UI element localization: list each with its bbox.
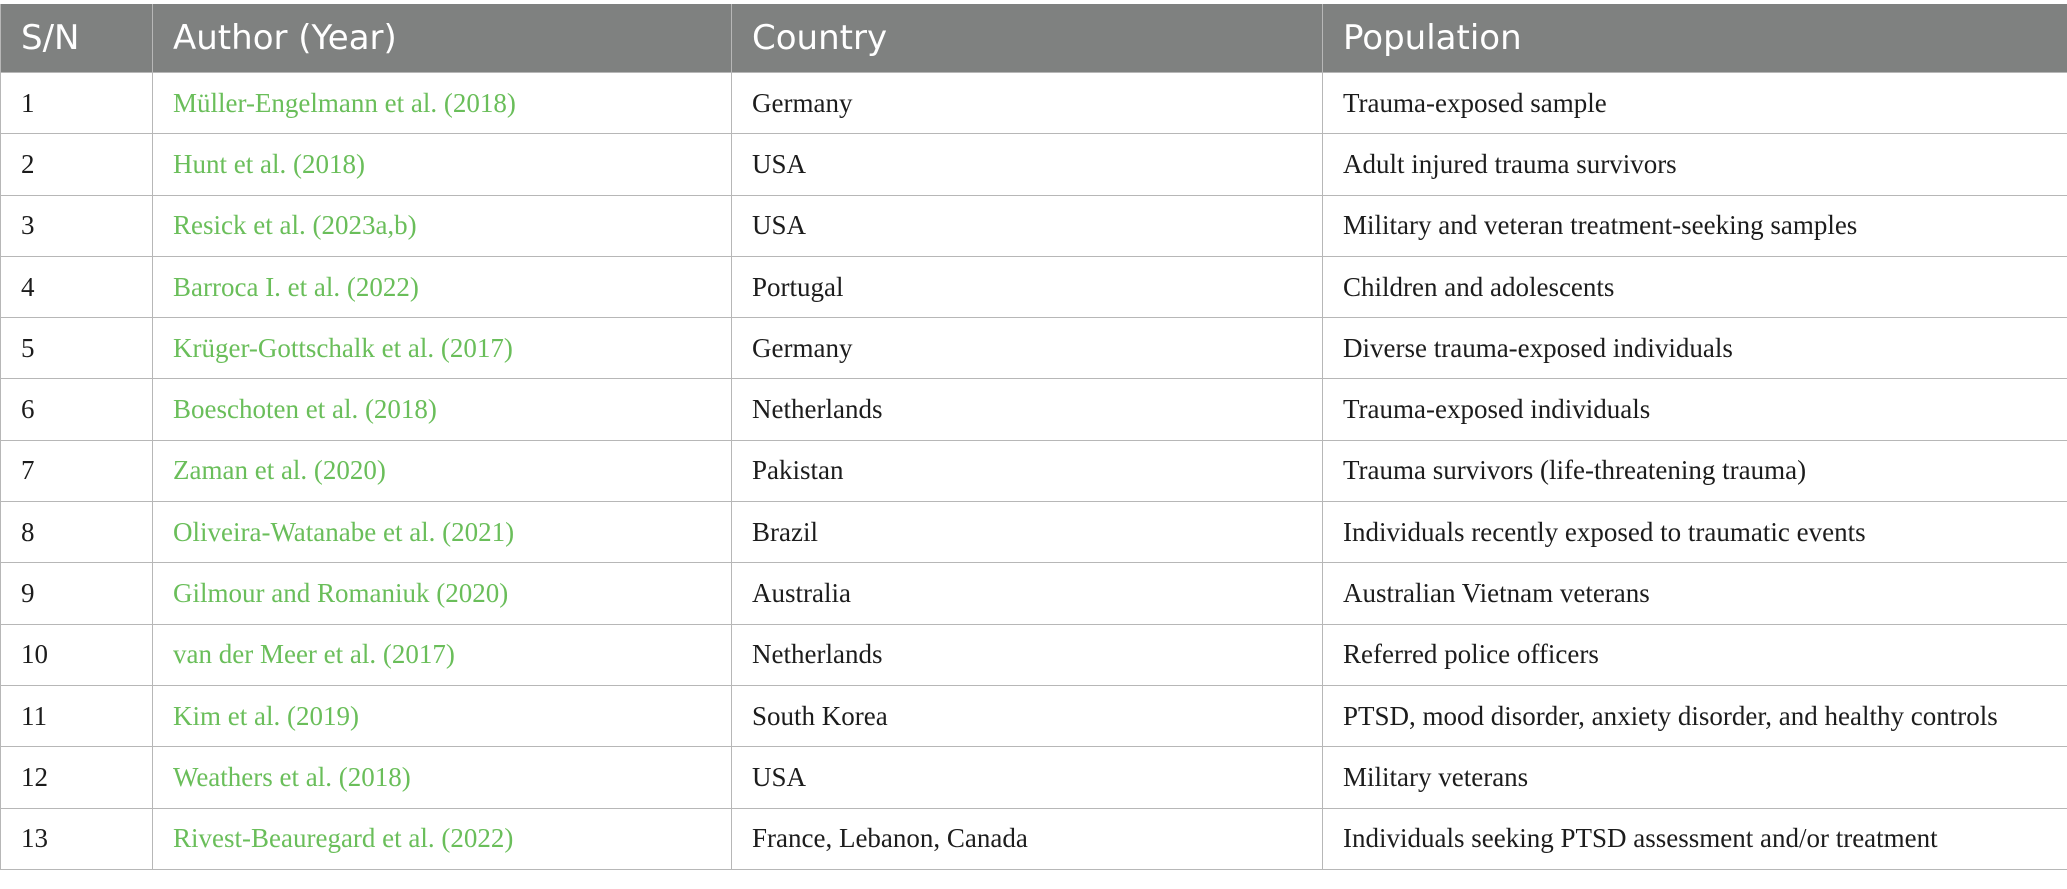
table-row xyxy=(1,685,2067,746)
author-link[interactable]: Weathers et al. (2018) xyxy=(173,761,411,792)
header-row xyxy=(1,4,2067,73)
table-row xyxy=(1,502,2067,563)
cell-country: Pakistan xyxy=(732,440,1323,501)
author-link[interactable]: Oliveira-Watanabe et al. (2021) xyxy=(173,516,515,547)
author-link[interactable]: Krüger-Gottschalk et al. (2017) xyxy=(173,332,513,363)
cell-country: USA xyxy=(732,134,1323,195)
cell-sn: 10 xyxy=(1,624,153,685)
table-body xyxy=(1,73,2067,870)
cell-population: Referred police officers xyxy=(1323,624,2067,685)
cell-sn: 2 xyxy=(1,134,153,195)
author-link[interactable]: van der Meer et al. (2017) xyxy=(173,639,455,670)
cell-sn: 1 xyxy=(1,73,153,134)
cell-population: Military veterans xyxy=(1323,747,2067,808)
author-link[interactable]: Rivest-Beauregard et al. (2022) xyxy=(173,823,514,854)
cell-population: Children and adolescents xyxy=(1323,256,2067,317)
cell-country: Brazil xyxy=(732,502,1323,563)
author-link[interactable]: Gilmour and Romaniuk (2020) xyxy=(173,578,509,609)
header-sn: S/N xyxy=(1,4,153,73)
cell-population: PTSD, mood disorder, anxiety disorder, and healthy controls xyxy=(1323,685,2067,746)
author-link[interactable]: Resick et al. (2023a,b) xyxy=(173,210,417,241)
table-row xyxy=(1,195,2067,256)
table-row xyxy=(1,256,2067,317)
cell-sn: 5 xyxy=(1,318,153,379)
table-row xyxy=(1,318,2067,379)
cell-sn: 4 xyxy=(1,256,153,317)
cell-sn: 3 xyxy=(1,195,153,256)
cell-country: USA xyxy=(732,195,1323,256)
cell-sn: 6 xyxy=(1,379,153,440)
header-author-year: Author (Year) xyxy=(153,4,732,73)
cell-population: Individuals recently exposed to traumatic events xyxy=(1323,502,2067,563)
cell-country: South Korea xyxy=(732,685,1323,746)
cell-population: Trauma-exposed sample xyxy=(1323,73,2067,134)
author-link[interactable]: Hunt et al. (2018) xyxy=(173,148,365,179)
header-population: Population xyxy=(1323,4,2067,73)
cell-country: France, Lebanon, Canada xyxy=(732,808,1323,869)
table-row xyxy=(1,134,2067,195)
cell-population: Trauma survivors (life-threatening trauma) xyxy=(1323,440,2067,501)
cell-sn: 9 xyxy=(1,563,153,624)
cell-sn: 11 xyxy=(1,685,153,746)
author-link[interactable]: Kim et al. (2019) xyxy=(173,700,359,731)
table-row xyxy=(1,747,2067,808)
cell-population: Adult injured trauma survivors xyxy=(1323,134,2067,195)
cell-sn: 13 xyxy=(1,808,153,869)
cell-population: Australian Vietnam veterans xyxy=(1323,563,2067,624)
author-link[interactable]: Barroca I. et al. (2022) xyxy=(173,271,419,302)
cell-sn: 8 xyxy=(1,502,153,563)
table-row xyxy=(1,808,2067,869)
cell-country: Germany xyxy=(732,73,1323,134)
cell-population: Military and veteran treatment-seeking samples xyxy=(1323,195,2067,256)
cell-sn: 12 xyxy=(1,747,153,808)
table-row xyxy=(1,379,2067,440)
cell-population: Individuals seeking PTSD assessment and/or treatment xyxy=(1323,808,2067,869)
cell-country: Netherlands xyxy=(732,624,1323,685)
table-row xyxy=(1,73,2067,134)
author-link[interactable]: Boeschoten et al. (2018) xyxy=(173,394,437,425)
cell-sn: 7 xyxy=(1,440,153,501)
cell-population: Trauma-exposed individuals xyxy=(1323,379,2067,440)
cell-country: USA xyxy=(732,747,1323,808)
cell-country: Portugal xyxy=(732,256,1323,317)
cell-country: Australia xyxy=(732,563,1323,624)
header-country: Country xyxy=(732,4,1323,73)
studies-table xyxy=(0,4,2067,870)
cell-country: Germany xyxy=(732,318,1323,379)
table-row xyxy=(1,440,2067,501)
table-header xyxy=(1,4,2067,73)
cell-country: Netherlands xyxy=(732,379,1323,440)
cell-population: Diverse trauma-exposed individuals xyxy=(1323,318,2067,379)
author-link[interactable]: Zaman et al. (2020) xyxy=(173,455,386,486)
table-row xyxy=(1,563,2067,624)
table-row xyxy=(1,624,2067,685)
author-link[interactable]: Müller-Engelmann et al. (2018) xyxy=(173,87,516,118)
